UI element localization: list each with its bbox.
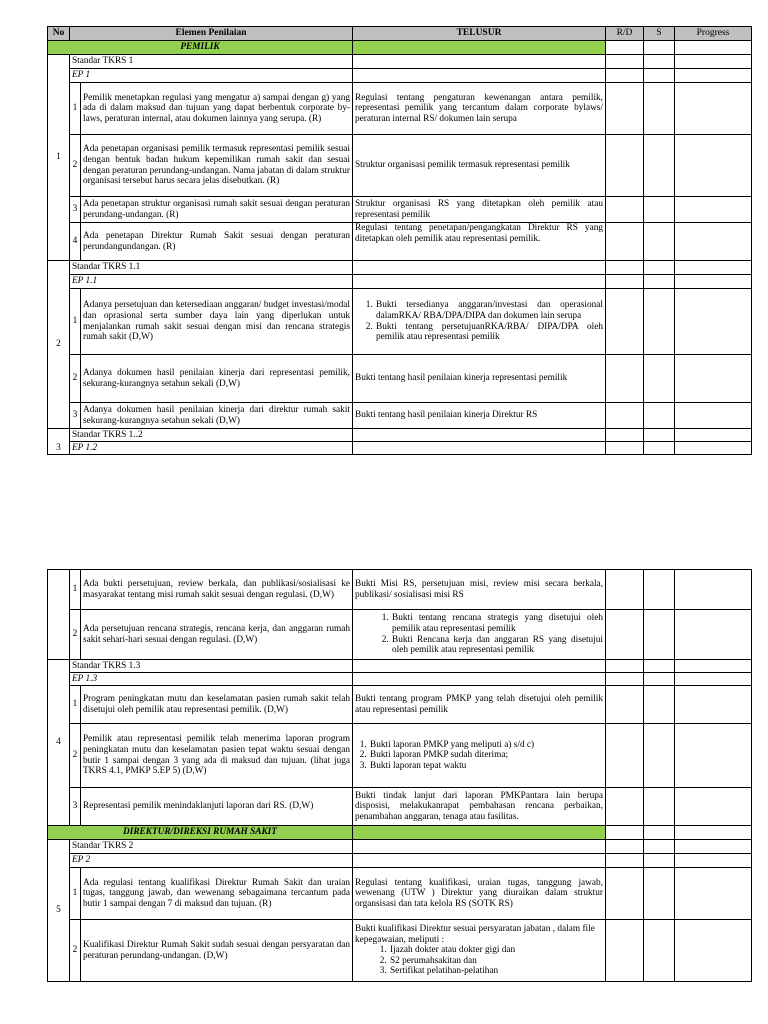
group-number: 1 bbox=[48, 55, 70, 261]
col-header-telusur: TELUSUR bbox=[353, 27, 606, 41]
table-header-row bbox=[48, 27, 752, 41]
rd-cell bbox=[606, 570, 644, 610]
telusur-list bbox=[355, 300, 603, 342]
progress-cell bbox=[675, 570, 752, 610]
progress-cell bbox=[675, 403, 752, 429]
progress-cell bbox=[675, 83, 752, 135]
progress-cell bbox=[675, 135, 752, 197]
rd-cell bbox=[606, 223, 644, 261]
s-cell bbox=[644, 686, 675, 724]
s-cell bbox=[644, 403, 675, 429]
ep-row bbox=[48, 673, 752, 686]
s-cell bbox=[644, 83, 675, 135]
table-row bbox=[48, 197, 752, 223]
rd-cell bbox=[606, 289, 644, 355]
group-number: 2 bbox=[48, 261, 70, 429]
telusur-cell: Regulasi tentang pengaturan kewenangan antara pemilik, representasi pemilik yang tercantum dalam corporate bylaws/ peraturan internal RS/ dokumen lain serupa bbox=[353, 83, 606, 135]
telusur-list-item: 2. Bukti Rencana kerja dan anggaran RS yang disetujui oleh pemilik atau representasi pemilik bbox=[391, 635, 603, 656]
elemen-cell: Ada penetapan Direktur Rumah Sakit sesuai dengan peraturan perundangundangan. (R) bbox=[81, 223, 353, 261]
telusur-cell bbox=[353, 724, 606, 788]
assessment-table-part-2 bbox=[47, 569, 752, 982]
ep-row bbox=[48, 442, 752, 455]
s-cell bbox=[644, 223, 675, 261]
item-number: 2 bbox=[70, 135, 81, 197]
standard-label: Standar TKRS 1.3 bbox=[70, 660, 353, 673]
progress-cell bbox=[675, 788, 752, 826]
table-row bbox=[48, 868, 752, 920]
rd-cell bbox=[606, 920, 644, 982]
item-number: 1 bbox=[70, 289, 81, 355]
table-row bbox=[48, 403, 752, 429]
elemen-cell: Kualifikasi Direktur Rumah Sakit sudah sesuai dengan persyaratan dan peraturan perundang-undangan. (D,W) bbox=[81, 920, 353, 982]
standard-label: Standar TKRS 2 bbox=[70, 840, 353, 854]
item-number: 1 bbox=[70, 570, 81, 610]
table-row bbox=[48, 355, 752, 403]
telusur-cell bbox=[353, 610, 606, 660]
telusur-cell: Bukti tindak lanjut dari laporan PMKPantara lain berupa disposisi, melakukanrapat pembahasan rencana perbaikan, penambahan anggaran, tenaga atau fasilitas. bbox=[353, 788, 606, 826]
section-title: PEMILIK bbox=[48, 41, 353, 55]
telusur-list-item: 3. Bukti laporan tepat waktu bbox=[369, 761, 603, 772]
item-number: 1 bbox=[70, 686, 81, 724]
table-row bbox=[48, 920, 752, 982]
telusur-prefix: Bukti kualifikasi Direktur sesuai persyaratan jabatan , dalam file kepegawaian, meliputi : bbox=[355, 924, 595, 945]
col-header-s: S bbox=[644, 27, 675, 41]
progress-cell bbox=[675, 686, 752, 724]
rd-cell bbox=[606, 686, 644, 724]
standard-row bbox=[48, 660, 752, 673]
rd-cell bbox=[606, 610, 644, 660]
telusur-cell: Struktur organisasi pemilik termasuk representasi pemilik bbox=[353, 135, 606, 197]
s-cell bbox=[644, 289, 675, 355]
item-number: 1 bbox=[70, 83, 81, 135]
rd-cell bbox=[606, 83, 644, 135]
telusur-cell: Bukti Misi RS, persetujuan misi, review misi secara berkala, publikasi/ sosialisasi misi RS bbox=[353, 570, 606, 610]
telusur-cell: Regulasi tentang penetapan/pengangkatan Direktur RS yang ditetapkan oleh pemilik atau representasi pemilik. bbox=[353, 223, 606, 261]
s-cell bbox=[644, 355, 675, 403]
progress-cell bbox=[675, 868, 752, 920]
group-number: 5 bbox=[48, 840, 70, 982]
item-number: 2 bbox=[70, 920, 81, 982]
telusur-cell: Bukti tentang hasil penilaian kinerja representasi pemilik bbox=[353, 355, 606, 403]
rd-cell bbox=[606, 724, 644, 788]
telusur-list-item: 3. Sertifikat pelatihan-pelatihan bbox=[389, 966, 603, 977]
item-number: 2 bbox=[70, 355, 81, 403]
ep-label: EP 1.1 bbox=[70, 275, 353, 289]
assessment-table-part-1 bbox=[47, 26, 752, 455]
section-row-pemilik bbox=[48, 41, 752, 55]
telusur-cell: Bukti tentang hasil penilaian kinerja Direktur RS bbox=[353, 403, 606, 429]
item-number: 3 bbox=[70, 788, 81, 826]
standard-label: Standar TKRS 1..2 bbox=[70, 429, 353, 442]
col-header-elemen: Elemen Penilaian bbox=[70, 27, 353, 41]
table-row bbox=[48, 570, 752, 610]
progress-cell bbox=[675, 610, 752, 660]
elemen-cell: Ada bukti persetujuan, review berkala, dan publikasi/sosialisasi ke masyarakat tentang misi rumah sakit sesuai dengan regulasi. (D,W) bbox=[81, 570, 353, 610]
standard-row bbox=[48, 55, 752, 69]
progress-cell bbox=[675, 197, 752, 223]
telusur-cell bbox=[353, 920, 606, 982]
s-cell bbox=[644, 135, 675, 197]
elemen-cell: Adanya dokumen hasil penilaian kinerja dari direktur rumah sakit sekurang-kurangnya setahun sekali (D,W) bbox=[81, 403, 353, 429]
rd-cell bbox=[606, 403, 644, 429]
elemen-cell: Adanya persetujuan dan ketersediaan anggaran/ budget investasi/modal dan oprasional serta sumber daya lain yang diperlukan untuk menjalankan rumah sakit sesuai dengan misi dan rencana strategis rumah sakit (D,W) bbox=[81, 289, 353, 355]
section-row-direktur bbox=[48, 826, 752, 840]
telusur-list-item: 1. Ijazah dokter atau dokter gigi dan bbox=[389, 945, 603, 956]
telusur-list-item: 2. Bukti tentang persetujuanRKA/RBA/ DIPA/DPA oleh pemilik atau representasi pemilik bbox=[375, 322, 603, 343]
telusur-cell: Struktur organisasi RS yang ditetapkan oleh pemilik atau representasi pemilik bbox=[353, 197, 606, 223]
progress-cell bbox=[675, 920, 752, 982]
ep-label: EP 1 bbox=[70, 69, 353, 83]
standard-label: Standar TKRS 1.1 bbox=[70, 261, 353, 275]
telusur-list-item: 2. S2 perumahsakitan dan bbox=[389, 956, 603, 967]
item-number: 3 bbox=[70, 197, 81, 223]
rd-cell bbox=[606, 868, 644, 920]
group-number: 3 bbox=[48, 429, 70, 455]
standard-row bbox=[48, 840, 752, 854]
rd-cell bbox=[606, 355, 644, 403]
telusur-list bbox=[355, 613, 603, 655]
telusur-cell: Regulasi tentang kualifikasi, uraian tugas, tanggung jawab, wewenang (UTW ) Direktur yang diuraikan dalam struktur organsisasi dan tata kelola RS (SOTK RS) bbox=[353, 868, 606, 920]
ep-row bbox=[48, 275, 752, 289]
elemen-cell: Pemilik atau representasi pemilik telah menerima laporan program peningkatan mutu dan keselamatan pasien tepat waktu sesuai dengan butir 1 sampai dengan 3 yang ada di maksud dan tujuan. (lihat juga TKRS 4.1, PMKP 5.EP 5) (D,W) bbox=[81, 724, 353, 788]
elemen-cell: Ada persetujuan rencana strategis, rencana kerja, dan anggaran rumah sakit sehari-hari sesuai dengan regulasi. (D,W) bbox=[81, 610, 353, 660]
s-cell bbox=[644, 724, 675, 788]
group-number-continued bbox=[48, 570, 70, 660]
telusur-list-item: 2. Bukti laporan PMKP sudah diterima; bbox=[369, 750, 603, 761]
telusur-list-item: 1. Bukti laporan PMKP yang meliputi a) s/d c) bbox=[369, 740, 603, 751]
s-cell bbox=[644, 788, 675, 826]
col-header-progress: Progress bbox=[675, 27, 752, 41]
elemen-cell: Ada penetapan organisasi pemilik termasuk representasi pemilik sesuai dengan bentuk badan hukum kepemilikan rumah sakit dan sesuai dengan peraturan perundang-undangan. Nama jabatan di dalam struktur organisasi tersebut harus secara jelas disebutkan. (R) bbox=[81, 135, 353, 197]
elemen-cell: Ada regulasi tentang kualifikasi Direktur Rumah Sakit dan uraian tugas, tanggung jawab, dan wewenang sebagaimana tercantum pada butir 1 sampai dengan 7 di maksud dan tujuan. (R) bbox=[81, 868, 353, 920]
item-number: 3 bbox=[70, 403, 81, 429]
telusur-list-item: 1. Bukti tentang rencana strategis yang disetujui oleh pemilik atau representasi pemilik bbox=[391, 613, 603, 634]
elemen-cell: Adanya dokumen hasil penilaian kinerja dari representasi pemilik, sekurang-kurangnya setahun sekali (D,W) bbox=[81, 355, 353, 403]
s-cell bbox=[644, 868, 675, 920]
standard-row bbox=[48, 261, 752, 275]
telusur-list bbox=[355, 740, 603, 772]
telusur-cell: Bukti tentang program PMKP yang telah disetujui oleh pemilik atau representasi pemilik bbox=[353, 686, 606, 724]
progress-cell bbox=[675, 223, 752, 261]
section-title: DIREKTUR/DIREKSI RUMAH SAKIT bbox=[48, 826, 353, 840]
rd-cell bbox=[606, 135, 644, 197]
s-cell bbox=[644, 197, 675, 223]
col-header-no: No bbox=[48, 27, 70, 41]
table-row bbox=[48, 610, 752, 660]
table-row bbox=[48, 135, 752, 197]
ep-label: EP 1.2 bbox=[70, 442, 353, 455]
rd-cell bbox=[606, 788, 644, 826]
ep-row bbox=[48, 69, 752, 83]
elemen-cell: Program peningkatan mutu dan keselamatan pasien rumah sakit telah disetujui oleh pemilik atau representasi pemilik. (D,W) bbox=[81, 686, 353, 724]
table-row bbox=[48, 686, 752, 724]
s-cell bbox=[644, 610, 675, 660]
table-row bbox=[48, 289, 752, 355]
table-row bbox=[48, 223, 752, 261]
elemen-cell: Ada penetapan struktur organisasi rumah sakit sesuai dengan peraturan perundang-undangan. (R) bbox=[81, 197, 353, 223]
telusur-list-item: 1. Bukti tersedianya anggaran/investasi dan operasional dalamRKA/ RBA/DPA/DIPA dan dokumen lain serupa bbox=[375, 300, 603, 321]
standard-row bbox=[48, 429, 752, 442]
item-number: 1 bbox=[70, 868, 81, 920]
col-header-rd: R/D bbox=[606, 27, 644, 41]
table-row bbox=[48, 83, 752, 135]
telusur-cell bbox=[353, 289, 606, 355]
group-number: 4 bbox=[48, 660, 70, 826]
progress-cell bbox=[675, 289, 752, 355]
s-cell bbox=[644, 570, 675, 610]
ep-row bbox=[48, 854, 752, 868]
table-row bbox=[48, 724, 752, 788]
table-row bbox=[48, 788, 752, 826]
standard-label: Standar TKRS 1 bbox=[70, 55, 353, 69]
elemen-cell: Pemilik menetapkan regulasi yang mengatur a) sampai dengan g) yang ada di dalam maksud dan tujuan yang dapat berbentuk corporate by-laws, peraturan internal, atau dokumen lainnya yang serupa. (R) bbox=[81, 83, 353, 135]
item-number: 2 bbox=[70, 724, 81, 788]
ep-label: EP 2 bbox=[70, 854, 353, 868]
telusur-list bbox=[355, 945, 603, 977]
item-number: 4 bbox=[70, 223, 81, 261]
progress-cell bbox=[675, 724, 752, 788]
ep-label: EP 1.3 bbox=[70, 673, 353, 686]
rd-cell bbox=[606, 197, 644, 223]
item-number: 2 bbox=[70, 610, 81, 660]
progress-cell bbox=[675, 355, 752, 403]
s-cell bbox=[644, 920, 675, 982]
elemen-cell: Representasi pemilik menindaklanjuti laporan dari RS. (D,W) bbox=[81, 788, 353, 826]
